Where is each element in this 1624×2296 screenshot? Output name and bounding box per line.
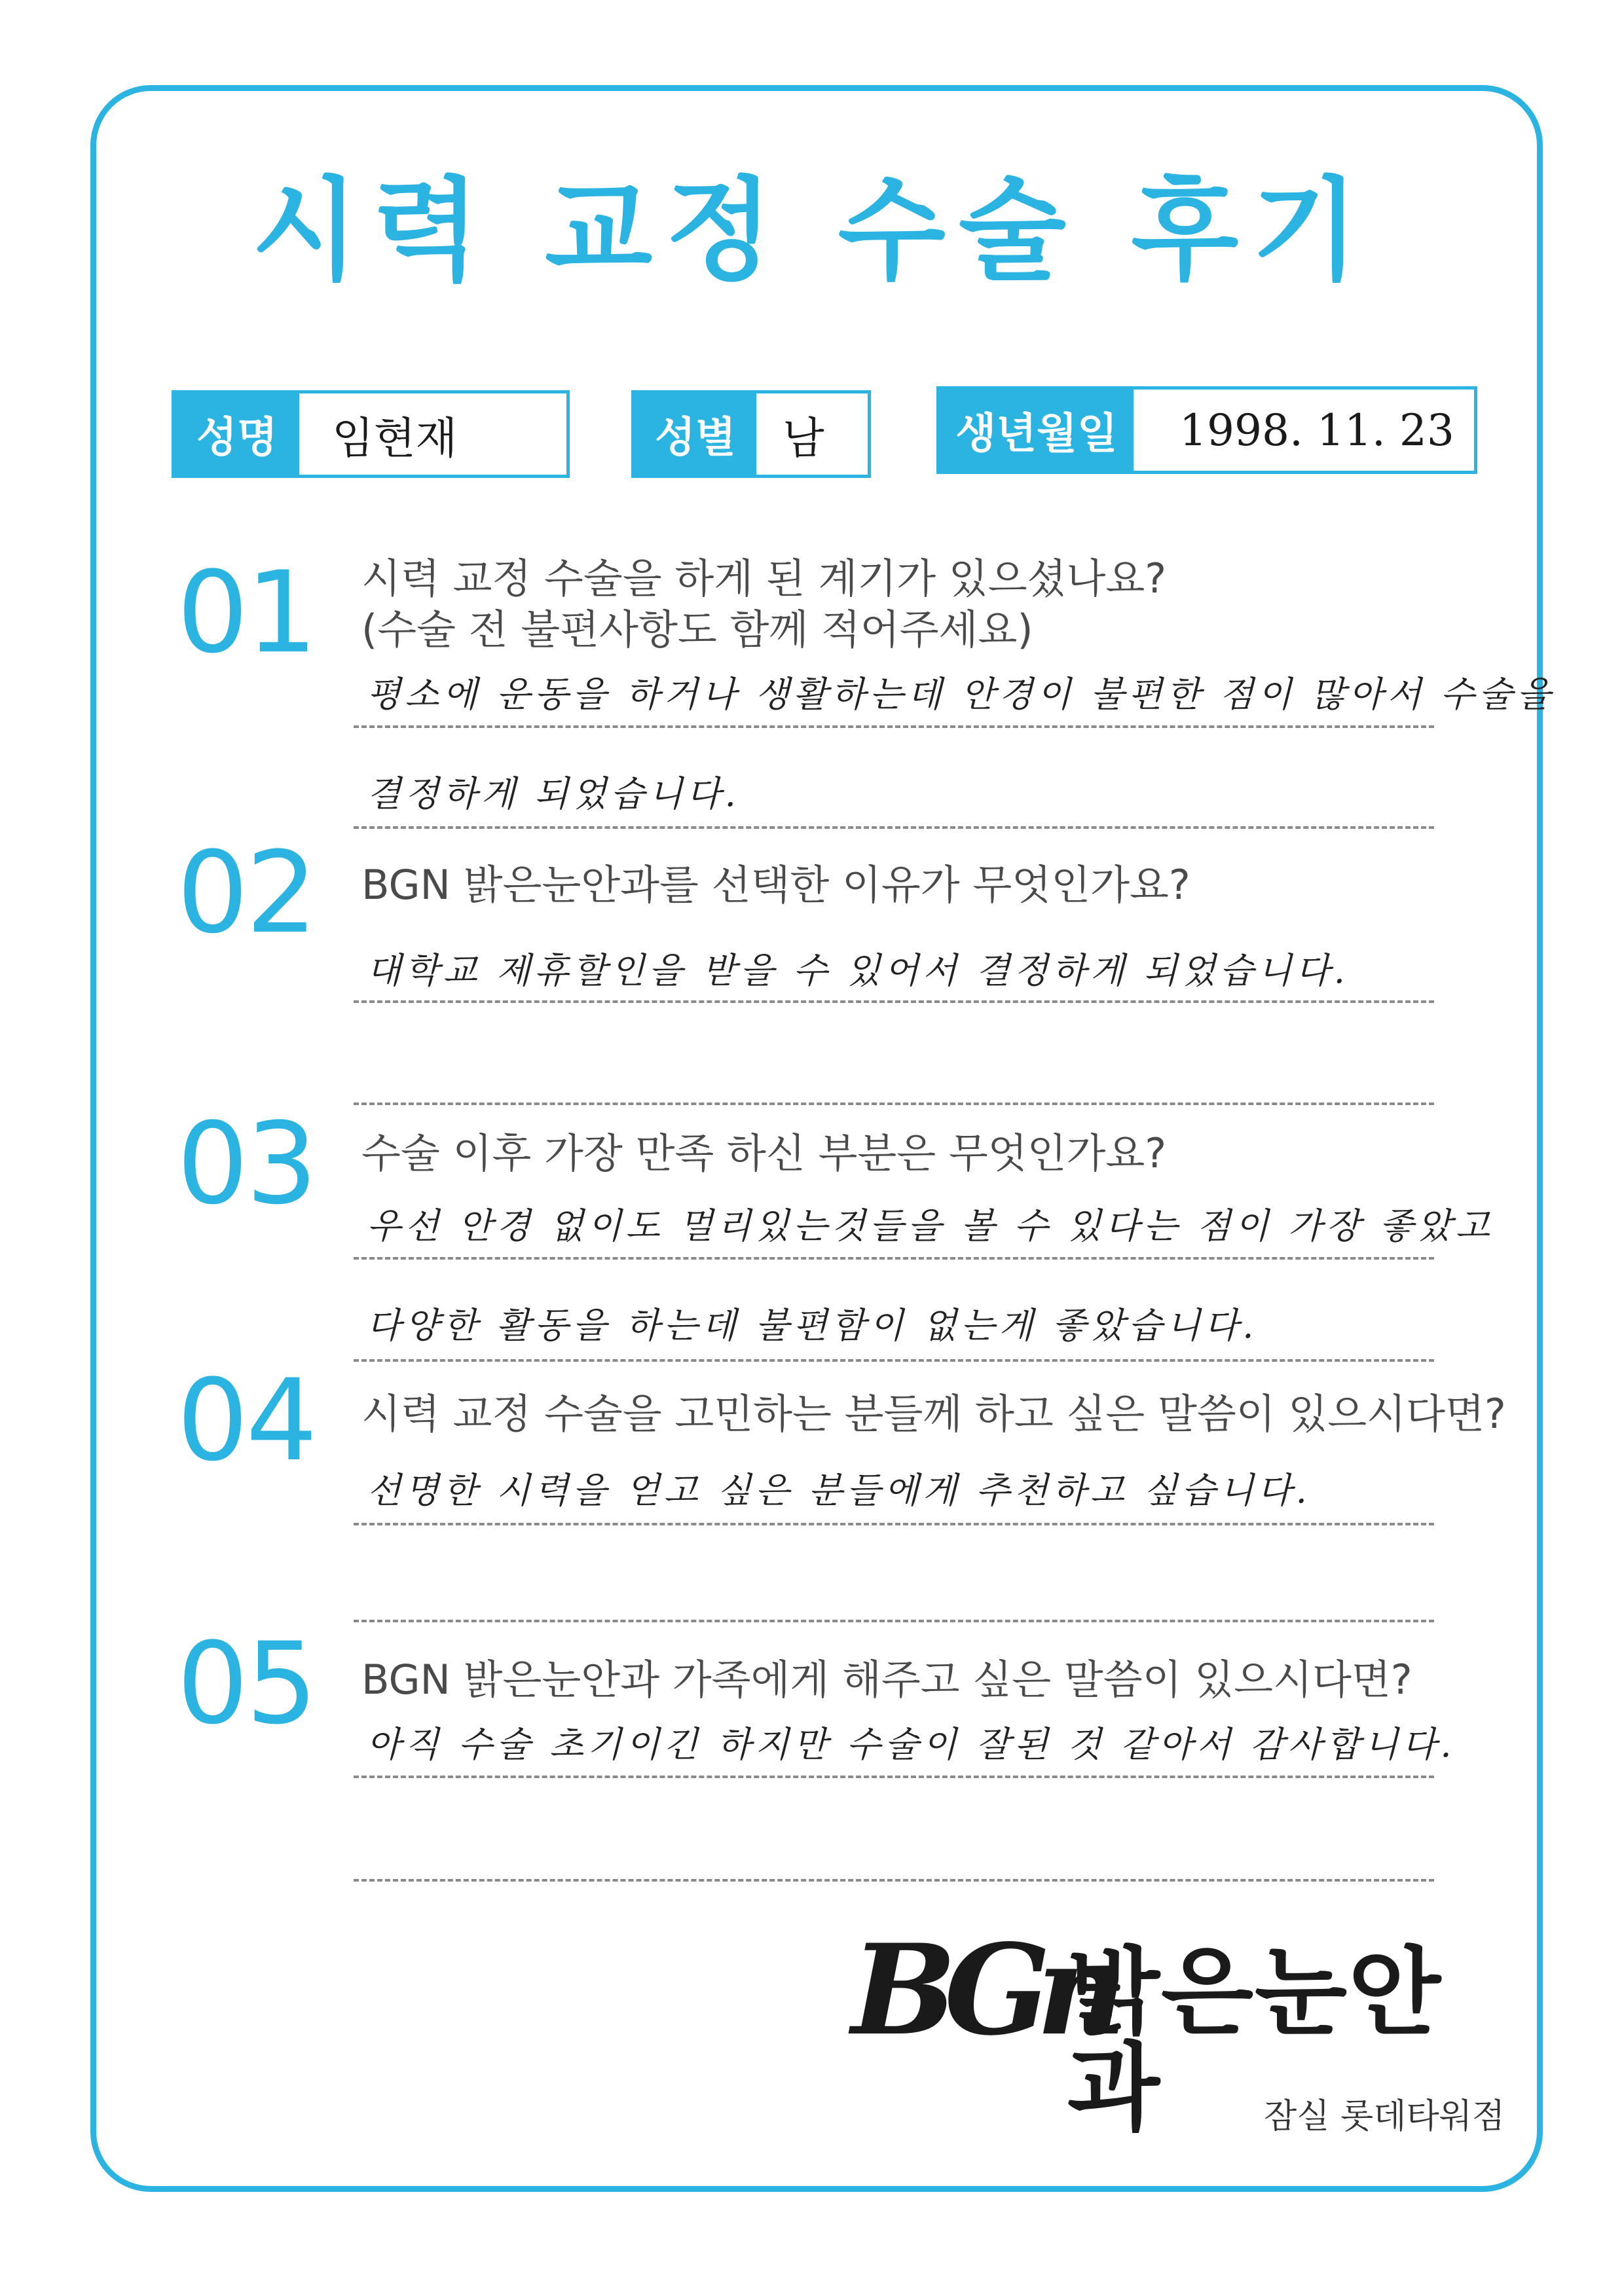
answer-line: 대학교 제휴할인을 받을 수 있어서 결정하게 되었습니다. — [367, 950, 1349, 991]
page-title: 시력 교정 수술 후기 — [251, 166, 1373, 296]
answer-rule — [354, 1620, 1434, 1622]
answer-rule — [354, 1102, 1434, 1105]
question-text: BGN 밝은눈안과를 선택한 이유가 무엇인가요? — [361, 861, 1190, 909]
question-number: 02 — [177, 827, 315, 958]
question-number: 03 — [177, 1098, 315, 1230]
answer-line: 우선 안경 없이도 멀리있는것들을 볼 수 있다는 점이 가장 좋았고 — [367, 1205, 1494, 1247]
name-label: 성명 — [175, 393, 299, 475]
answer-rule — [354, 826, 1434, 829]
question-text: BGN 밝은눈안과 가족에게 해주고 싶은 말씀이 있으시다면? — [361, 1656, 1412, 1704]
answer-line: 선명한 시력을 얻고 싶은 분들에게 추천하고 싶습니다. — [367, 1470, 1311, 1511]
name-value: 임현재 — [332, 412, 458, 464]
birth-label: 생년월일 — [940, 390, 1134, 471]
name-field — [172, 390, 570, 478]
answer-rule — [354, 1359, 1434, 1362]
question-number: 04 — [177, 1355, 315, 1486]
logo-mark: BGn — [851, 1917, 1113, 2063]
birth-value: 1998. 11. 23 — [1179, 405, 1454, 456]
answer-rule — [354, 1776, 1434, 1778]
question-text: 시력 교정 수술을 고민하는 분들께 하고 싶은 말씀이 있으시다면? — [361, 1390, 1506, 1438]
question-number: 05 — [177, 1618, 315, 1749]
question-text-note: (수술 전 불편사항도 함께 적어주세요) — [361, 606, 1033, 653]
answer-line: 아직 수술 초기이긴 하지만 수술이 잘된 것 같아서 감사합니다. — [367, 1724, 1456, 1765]
birth-field — [936, 386, 1477, 474]
question-text: 시력 교정 수술을 하게 된 계기가 있으셨나요? — [361, 555, 1167, 602]
answer-rule — [354, 1000, 1434, 1003]
gender-label: 성별 — [635, 393, 756, 475]
branch-name: 잠실 롯데타워점 — [1264, 2097, 1505, 2136]
gender-value: 남 — [783, 412, 824, 464]
answer-rule — [354, 725, 1434, 728]
question-text: 수술 이후 가장 만족 하신 부분은 무엇인가요? — [361, 1129, 1167, 1177]
answer-rule — [354, 1879, 1434, 1882]
answer-line: 결정하게 되었습니다. — [367, 773, 740, 814]
answer-line: 평소에 운동을 하거나 생활하는데 안경이 불편한 점이 많아서 수술을 — [367, 674, 1555, 715]
question-number: 01 — [177, 547, 315, 678]
gender-field — [631, 390, 871, 478]
answer-line: 다양한 활동을 하는데 불편함이 없는게 좋았습니다. — [367, 1305, 1258, 1346]
answer-rule — [354, 1257, 1434, 1260]
answer-rule — [354, 1523, 1434, 1525]
logo-name: 밝은눈안과 — [1067, 1937, 1443, 2144]
